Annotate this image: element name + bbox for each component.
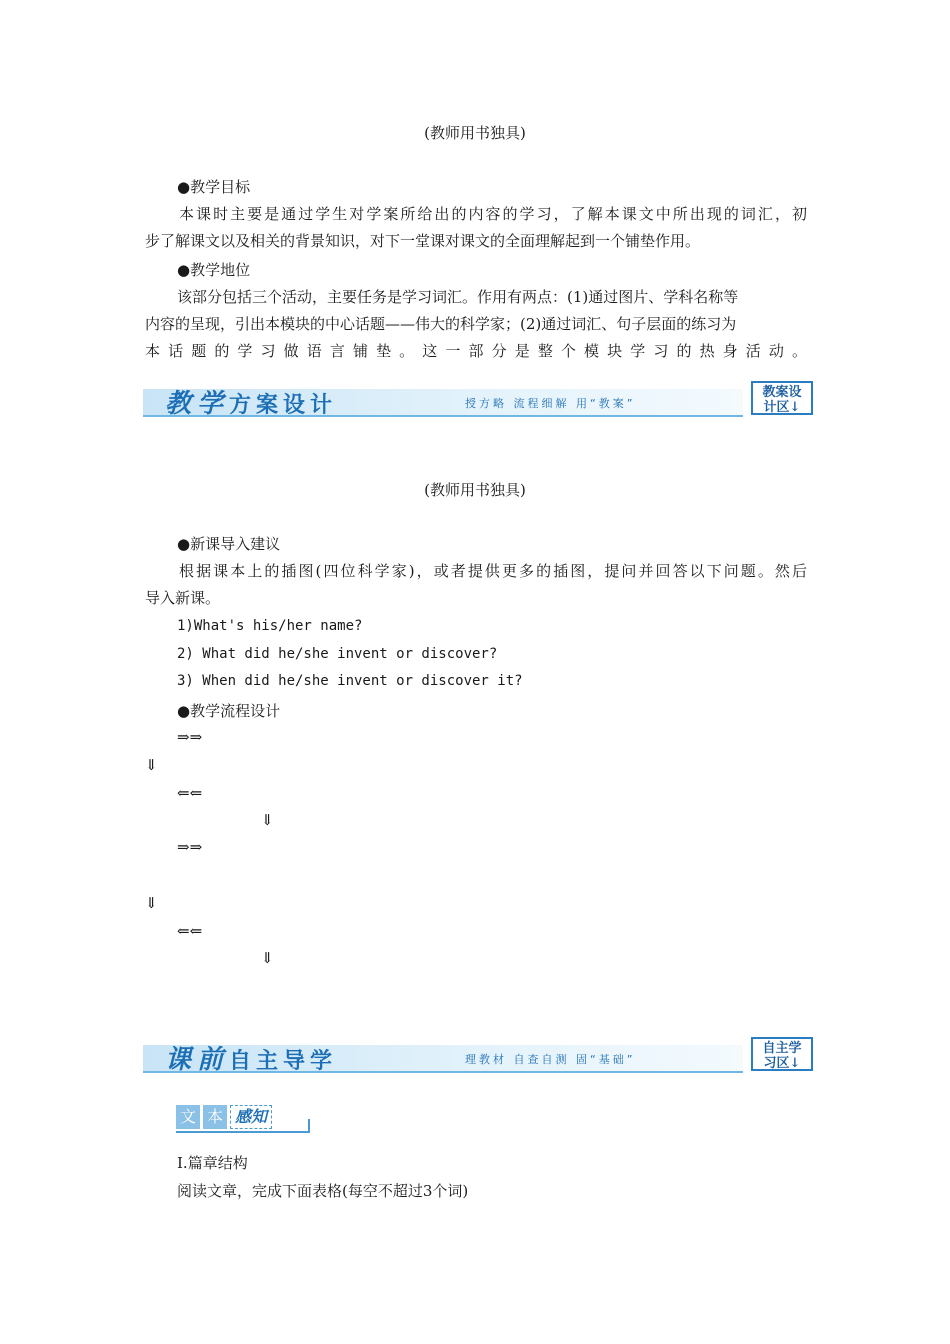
text-perception-tag — [176, 1105, 272, 1131]
tag-label: 感知 — [230, 1105, 272, 1129]
banner-self-study — [143, 1037, 813, 1075]
question-2: 2) What did he/she invent or discover? — [177, 646, 498, 662]
position-line-2: 内容的呈现，引出本模块的中心话题——伟大的科学家；(2)通过词汇、句子层面的练习为 — [145, 315, 737, 333]
intro-line-1: 根据课本上的插图(四位科学家)，或者提供更多的插图，提问并回答以下问题。然后 — [177, 562, 807, 580]
banner-box-2: 自主学 习区↓ — [751, 1037, 813, 1071]
intro-paragraph — [145, 558, 807, 612]
question-3: 3) When did he/she invent or discover it? — [177, 673, 523, 689]
flow-arrow-left-1: ⇐⇐ — [177, 784, 203, 802]
banner-subtitle-2: 理教材 自查自测 固“基础” — [465, 1053, 636, 1066]
intro-heading: ●新课导入建议 — [177, 535, 281, 553]
banner-teaching-plan — [143, 381, 813, 419]
tag-char-1: 文 — [176, 1105, 200, 1129]
question-1: 1)What's his/her name? — [177, 618, 363, 634]
structure-heading: Ⅰ.篇章结构 — [177, 1154, 248, 1172]
flow-arrow-down-1: ⇓ — [145, 756, 158, 774]
goal-line-2: 步了解课文以及相关的背景知识，对下一堂课对课文的全面理解起到一个铺垫作用。 — [145, 232, 701, 250]
goal-paragraph — [145, 201, 807, 255]
instruction-text: 阅读文章，完成下面表格(每空不超过3个词) — [177, 1182, 469, 1200]
banner-title: 教学方案设计 — [165, 389, 338, 419]
banner-subtitle: 授方略 流程细解 用“教案” — [465, 397, 636, 410]
flow-arrow-down-4: ⇓ — [261, 949, 274, 967]
flow-heading: ●教学流程设计 — [177, 702, 281, 720]
teacher-only-note-2: (教师用书独具) — [424, 481, 526, 499]
banner-box: 教案设 计区↓ — [751, 381, 813, 415]
position-heading: ●教学地位 — [177, 261, 251, 279]
flow-arrow-right-1: ⇒⇒ — [177, 728, 203, 746]
banner-title-2: 课前自主导学 — [165, 1045, 338, 1075]
flow-arrow-down-3: ⇓ — [145, 894, 158, 912]
position-line-1: 该部分包括三个活动，主要任务是学习词汇。作用有两点：(1)通过图片、学科名称等 — [177, 288, 739, 306]
flow-arrow-down-2: ⇓ — [261, 811, 274, 829]
teacher-only-note: (教师用书独具) — [424, 124, 526, 142]
goal-line-1: 本课时主要是通过学生对学案所给出的内容的学习，了解本课文中所出现的词汇，初 — [177, 205, 807, 223]
flow-arrow-left-2: ⇐⇐ — [177, 922, 203, 940]
goal-heading: ●教学目标 — [177, 178, 251, 196]
intro-line-2: 导入新课。 — [145, 589, 221, 607]
flow-arrow-right-2: ⇒⇒ — [177, 838, 203, 856]
position-line-3: 本 话 题 的 学 习 做 语 言 铺 垫 。 这 一 部 分 是 整 个 模 块 学 习 的 热 身 活 动 。 — [145, 342, 807, 360]
tag-char-2: 本 — [203, 1105, 227, 1129]
position-paragraph — [145, 284, 807, 365]
